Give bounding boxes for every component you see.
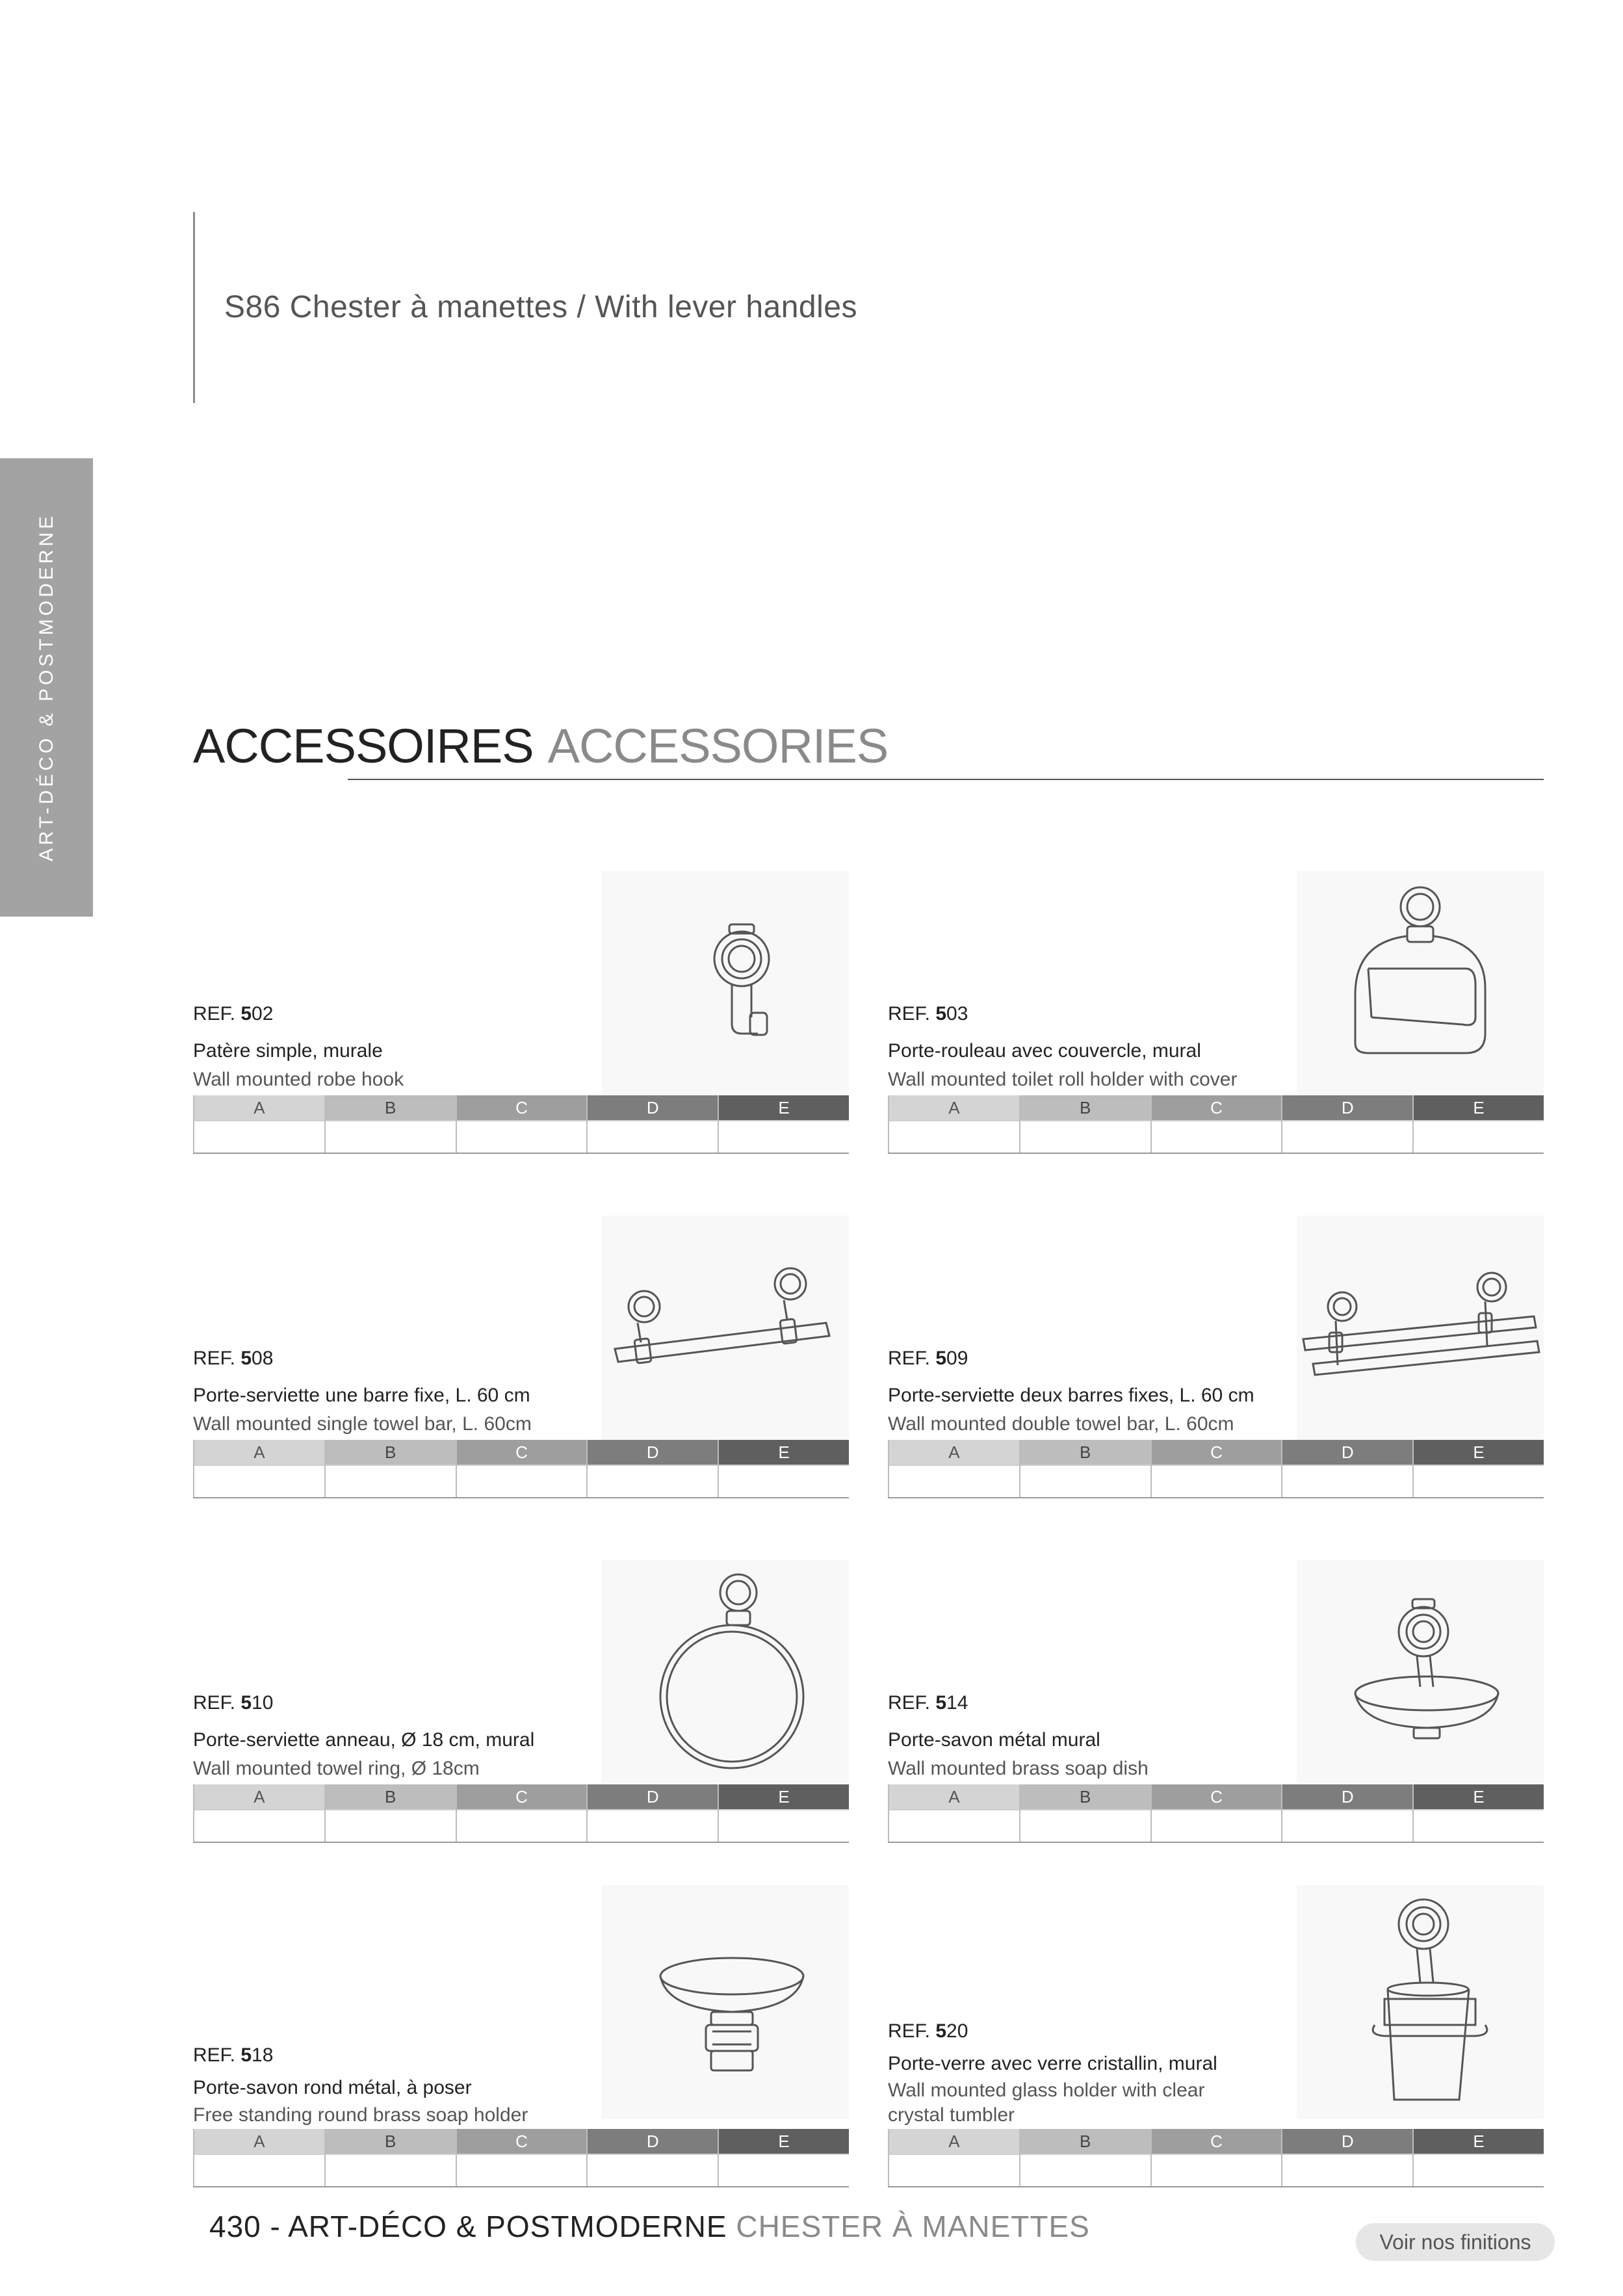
product-image <box>1297 1885 1544 2119</box>
section-title-en: ACCESSORIES <box>547 719 889 773</box>
product-name-fr: Porte-serviette une barre fixe, L. 60 cm <box>193 1385 530 1406</box>
finish-column <box>1019 1095 1150 1153</box>
product-image <box>1297 871 1544 1105</box>
product-card <box>193 1885 849 2165</box>
page-subtitle: S86 Chester à manettes / With lever handles <box>224 290 857 324</box>
finish-cell <box>889 2154 1019 2186</box>
finish-header: B <box>326 1784 456 1809</box>
finish-cell <box>1152 1809 1282 1842</box>
finish-cell <box>719 1809 849 1842</box>
page-number: 430 <box>209 2210 261 2243</box>
section-title <box>193 718 888 774</box>
page-footer <box>209 2209 1090 2244</box>
finish-cell <box>326 1809 456 1842</box>
section-title-fr: ACCESSOIRES <box>193 719 534 773</box>
product-card <box>888 871 1544 1151</box>
finish-table <box>888 1095 1544 1154</box>
finish-header: B <box>1020 2129 1150 2154</box>
finish-header: E <box>1414 1784 1544 1809</box>
finish-cell <box>326 2154 456 2186</box>
finish-column <box>1019 1440 1150 1497</box>
finish-header: E <box>719 1784 849 1809</box>
finish-header: B <box>326 2129 456 2154</box>
finish-header: D <box>588 1784 718 1809</box>
finish-column <box>718 1095 849 1153</box>
finish-header: D <box>588 1095 718 1120</box>
finish-column <box>193 1784 324 1842</box>
double-towel-bar-icon <box>1297 1216 1544 1450</box>
product-name-fr: Porte-rouleau avec couvercle, mural <box>888 1040 1201 1062</box>
product-ref: REF. 514 <box>888 1692 968 1714</box>
towel-ring-icon <box>602 1560 849 1794</box>
finish-column <box>324 2129 456 2186</box>
finish-cell <box>588 1809 718 1842</box>
finish-header: A <box>889 2129 1019 2154</box>
finish-header: C <box>1152 1095 1282 1120</box>
finish-cell <box>457 1465 587 1497</box>
robe-hook-icon <box>602 871 849 1105</box>
finish-header: C <box>457 1440 587 1465</box>
product-ref: REF. 508 <box>193 1348 274 1369</box>
product-card <box>888 1216 1544 1495</box>
finish-cell <box>719 2154 849 2186</box>
finish-header: D <box>1282 2129 1412 2154</box>
finish-cell <box>1282 1465 1412 1497</box>
finish-header: B <box>1020 1440 1150 1465</box>
product-name-fr: Patère simple, murale <box>193 1040 383 1062</box>
product-image <box>1297 1560 1544 1794</box>
finish-header: D <box>1282 1784 1412 1809</box>
finish-cell <box>194 1120 324 1153</box>
finish-cell <box>588 2154 718 2186</box>
finish-header: C <box>457 1095 587 1120</box>
finish-column <box>193 1095 324 1153</box>
finish-header: D <box>588 1440 718 1465</box>
finish-header: C <box>457 2129 587 2154</box>
finish-column <box>456 1784 587 1842</box>
finish-header: A <box>889 1095 1019 1120</box>
finish-header: E <box>719 1440 849 1465</box>
product-name-en: Wall mounted brass soap dish <box>888 1758 1149 1779</box>
product-name-en: Free standing round brass soap holder <box>193 2104 528 2126</box>
view-finishes-button[interactable]: Voir nos finitions <box>1356 2223 1555 2261</box>
finish-cell <box>326 1120 456 1153</box>
finish-column <box>456 2129 587 2186</box>
finish-column <box>586 1440 718 1497</box>
product-card <box>193 1560 849 1840</box>
finish-table <box>193 1095 849 1154</box>
finish-column <box>1281 1440 1412 1497</box>
finish-column <box>586 1784 718 1842</box>
finish-column <box>718 1440 849 1497</box>
finish-cell <box>1282 1120 1412 1153</box>
finish-column <box>1412 1784 1544 1842</box>
product-card <box>888 1885 1544 2165</box>
finish-column <box>324 1784 456 1842</box>
finish-column <box>1150 2129 1282 2186</box>
finish-table <box>888 1440 1544 1498</box>
finish-cell <box>889 1465 1019 1497</box>
finish-header: E <box>1414 1095 1544 1120</box>
header-divider <box>193 212 195 403</box>
toilet-roll-holder-icon <box>1297 871 1544 1105</box>
finish-header: A <box>194 2129 324 2154</box>
finish-column <box>1281 1095 1412 1153</box>
finish-cell <box>194 2154 324 2186</box>
finish-header: A <box>194 1095 324 1120</box>
standing-soap-holder-icon <box>602 1885 849 2119</box>
finish-header: D <box>1282 1095 1412 1120</box>
finish-column <box>586 1095 718 1153</box>
finish-header: C <box>1152 1440 1282 1465</box>
finish-header: B <box>1020 1784 1150 1809</box>
product-name-fr: Porte-verre avec verre cristallin, mural <box>888 2053 1217 2074</box>
product-name-fr: Porte-savon rond métal, à poser <box>193 2077 472 2098</box>
finish-cell <box>194 1465 324 1497</box>
finish-header: E <box>719 2129 849 2154</box>
finish-column <box>718 1784 849 1842</box>
product-image <box>602 871 849 1105</box>
product-name-en: Wall mounted robe hook <box>193 1069 404 1090</box>
finish-column <box>324 1440 456 1497</box>
finish-cell <box>1414 1809 1544 1842</box>
finish-cell <box>1020 2154 1150 2186</box>
finish-header: B <box>1020 1095 1150 1120</box>
product-name-en: Wall mounted glass holder with clear crystal tumbler <box>888 2080 1205 2126</box>
finish-column <box>456 1440 587 1497</box>
product-image <box>1297 1216 1544 1450</box>
product-ref: REF. 520 <box>888 2020 968 2042</box>
finish-column <box>1019 2129 1150 2186</box>
product-name-en: Wall mounted towel ring, Ø 18cm <box>193 1758 480 1779</box>
product-ref: REF. 509 <box>888 1348 968 1369</box>
finish-cell <box>1152 1120 1282 1153</box>
finish-table <box>888 2129 1544 2187</box>
finish-cell <box>326 1465 456 1497</box>
glass-holder-icon <box>1297 1885 1544 2119</box>
product-ref: REF. 503 <box>888 1003 968 1024</box>
soap-dish-icon <box>1297 1560 1544 1794</box>
finish-cell <box>194 1809 324 1842</box>
finish-table <box>193 1440 849 1498</box>
finish-table <box>193 1784 849 1843</box>
finish-column <box>1150 1440 1282 1497</box>
finish-header: E <box>1414 1440 1544 1465</box>
product-name-fr: Porte-serviette deux barres fixes, L. 60 cm <box>888 1385 1254 1406</box>
product-name-en: Wall mounted double towel bar, L. 60cm <box>888 1413 1234 1435</box>
finish-column <box>888 1440 1019 1497</box>
finish-header: C <box>1152 1784 1282 1809</box>
finish-column <box>1150 1784 1282 1842</box>
finish-header: D <box>1282 1440 1412 1465</box>
finish-cell <box>1020 1120 1150 1153</box>
finish-header: A <box>889 1440 1019 1465</box>
product-name-en: Wall mounted single towel bar, L. 60cm <box>193 1413 532 1435</box>
finish-column <box>456 1095 587 1153</box>
finish-header: A <box>194 1784 324 1809</box>
finish-cell <box>1414 1465 1544 1497</box>
finish-cell <box>588 1465 718 1497</box>
finish-header: A <box>194 1440 324 1465</box>
finish-header: B <box>326 1440 456 1465</box>
footer-category: ART-DÉCO & POSTMODERNE <box>288 2210 727 2243</box>
product-name-fr: Porte-serviette anneau, Ø 18 cm, mural <box>193 1729 535 1751</box>
finish-column <box>324 1095 456 1153</box>
finish-cell <box>1282 1809 1412 1842</box>
finish-cell <box>457 1809 587 1842</box>
footer-separator: - <box>261 2210 289 2243</box>
product-image <box>602 1885 849 2119</box>
product-card <box>193 871 849 1151</box>
finish-column <box>1412 1440 1544 1497</box>
product-ref: REF. 510 <box>193 1692 274 1714</box>
finish-column <box>1019 1784 1150 1842</box>
product-name-en: Wall mounted toilet roll holder with cover <box>888 1069 1238 1090</box>
finish-cell <box>1152 1465 1282 1497</box>
product-ref: REF. 518 <box>193 2044 274 2066</box>
finish-cell <box>1414 2154 1544 2186</box>
finish-cell <box>457 2154 587 2186</box>
finish-column <box>1412 2129 1544 2186</box>
finish-header: E <box>1414 2129 1544 2154</box>
finish-header: A <box>889 1784 1019 1809</box>
finish-header: C <box>1152 2129 1282 2154</box>
finish-table <box>193 2129 849 2187</box>
finish-column <box>193 2129 324 2186</box>
finish-cell <box>1020 1465 1150 1497</box>
finish-column <box>888 1095 1019 1153</box>
single-towel-bar-icon <box>602 1216 849 1450</box>
finish-column <box>586 2129 718 2186</box>
finish-column <box>888 2129 1019 2186</box>
finish-column <box>193 1440 324 1497</box>
product-image <box>602 1560 849 1794</box>
finish-header: E <box>719 1095 849 1120</box>
side-tab-label: ART-DÉCO & POSTMODERNE <box>36 512 57 862</box>
finish-cell <box>1152 2154 1282 2186</box>
finish-cell <box>719 1465 849 1497</box>
finish-header: B <box>326 1095 456 1120</box>
finish-cell <box>889 1120 1019 1153</box>
finish-cell <box>1020 1809 1150 1842</box>
product-name-fr: Porte-savon métal mural <box>888 1729 1100 1751</box>
finish-cell <box>1414 1120 1544 1153</box>
finish-cell <box>457 1120 587 1153</box>
product-image <box>602 1216 849 1450</box>
finish-cell <box>719 1120 849 1153</box>
footer-collection: CHESTER À MANETTES <box>736 2210 1090 2243</box>
finish-column <box>1412 1095 1544 1153</box>
finish-cell <box>588 1120 718 1153</box>
finish-column <box>888 1784 1019 1842</box>
product-card <box>193 1216 849 1495</box>
section-divider <box>348 779 1544 780</box>
finish-column <box>1150 1095 1282 1153</box>
finish-column <box>1281 2129 1412 2186</box>
finish-column <box>718 2129 849 2186</box>
product-card <box>888 1560 1544 1840</box>
finish-header: C <box>457 1784 587 1809</box>
product-ref: REF. 502 <box>193 1003 274 1024</box>
finish-table <box>888 1784 1544 1843</box>
finish-header: D <box>588 2129 718 2154</box>
finish-cell <box>889 1809 1019 1842</box>
finish-column <box>1281 1784 1412 1842</box>
finish-cell <box>1282 2154 1412 2186</box>
